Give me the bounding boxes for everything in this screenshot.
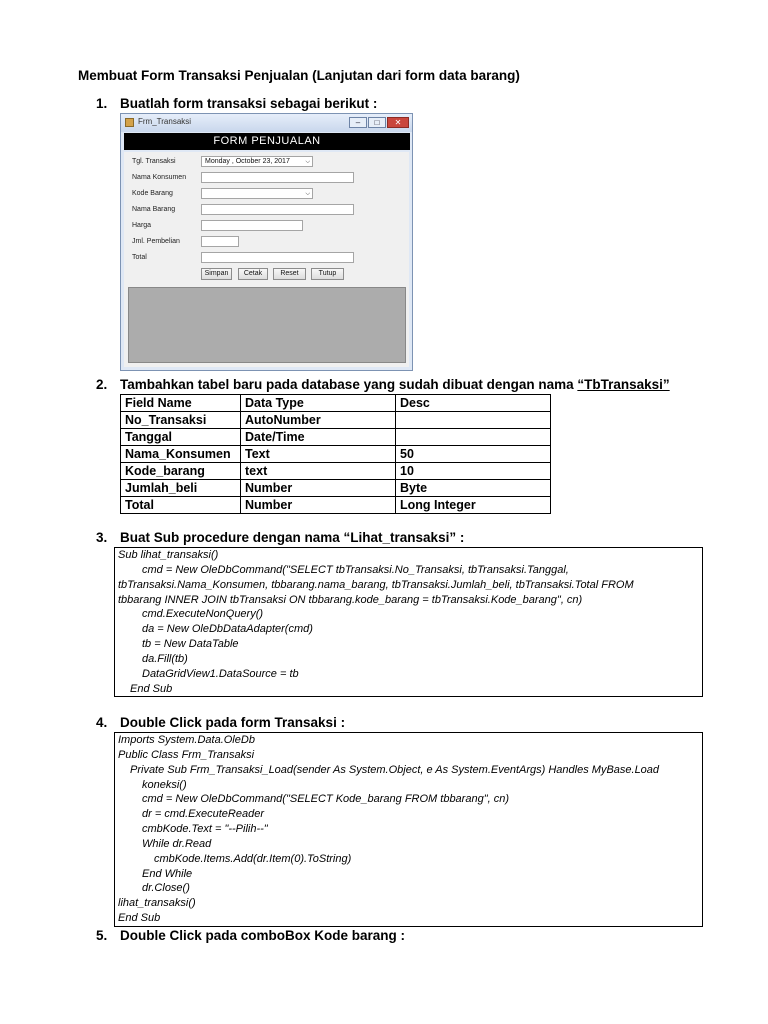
- code-block-lihat-transaksi: [114, 547, 703, 697]
- table-cell: Nama_Konsumen: [121, 446, 241, 463]
- table-cell: text: [241, 463, 396, 480]
- code-line: Private Sub Frm_Transaksi_Load(sender As System.Object, e As System.EventArgs) Handles MyBase.Load: [130, 763, 660, 776]
- code-line: tb = New DataTable: [142, 638, 239, 651]
- window-title: Frm_Transaksi: [138, 117, 192, 126]
- label-harga: Harga: [132, 222, 152, 229]
- code-line: tbTransaksi.Nama_Konsumen, tbbarang.nama_barang, tbTransaksi.Jumlah_beli, tbTransaksi.Total FROM: [118, 578, 634, 591]
- table-cell: Number: [241, 480, 396, 497]
- code-line: cmd.ExecuteNonQuery(): [142, 608, 264, 621]
- code-block-form-load: [114, 732, 703, 927]
- code-line: cmd = New OleDbCommand("SELECT Kode_barang FROM tbbarang", cn): [142, 793, 509, 806]
- table-row: [121, 463, 551, 480]
- cetak-button[interactable]: Cetak: [238, 268, 268, 280]
- window-body: [124, 152, 409, 367]
- form-banner: FORM PENJUALAN: [124, 133, 410, 150]
- table-cell: Jumlah_beli: [121, 480, 241, 497]
- data-grid-view[interactable]: [128, 287, 406, 363]
- code-line: Sub lihat_transaksi(): [118, 549, 219, 561]
- label-tgl-transaksi: Tgl. Transaksi: [132, 158, 176, 165]
- field-table: [120, 394, 551, 514]
- table-cell: Kode_barang: [121, 463, 241, 480]
- label-nama-konsumen: Nama Konsumen: [132, 174, 187, 181]
- table-header-row: [121, 395, 551, 412]
- harga-input[interactable]: [201, 220, 303, 231]
- table-row: [121, 412, 551, 429]
- app-icon: [125, 118, 134, 127]
- date-picker[interactable]: [201, 156, 313, 167]
- code-line: End Sub: [130, 682, 173, 695]
- code-line: Public Class Frm_Transaksi: [118, 748, 255, 761]
- label-nama-barang: Nama Barang: [132, 206, 176, 213]
- total-input[interactable]: [201, 252, 354, 263]
- table-cell: Number: [241, 497, 396, 514]
- reset-button[interactable]: Reset: [273, 268, 306, 280]
- table-cell: No_Transaksi: [121, 412, 241, 429]
- form-window-screenshot: [120, 113, 413, 371]
- step-5: 5. Double Click pada comboBox Kode barang :: [96, 928, 406, 943]
- table-cell: AutoNumber: [241, 412, 396, 429]
- tutup-button[interactable]: Tutup: [311, 268, 344, 280]
- code-line: End Sub: [118, 912, 161, 925]
- code-line: cmbKode.Items.Add(dr.Item(0).ToString): [154, 852, 352, 865]
- chevron-down-icon: ⌵: [305, 159, 310, 165]
- code-line: da = New OleDbDataAdapter(cmd): [142, 623, 313, 636]
- minimize-button[interactable]: –: [349, 117, 367, 128]
- kode-barang-combobox[interactable]: [201, 188, 313, 199]
- simpan-button[interactable]: Simpan: [201, 268, 232, 280]
- code-line: da.Fill(tb): [142, 652, 188, 665]
- maximize-button[interactable]: □: [368, 117, 386, 128]
- code-line: cmbKode.Text = "--Pilih--": [142, 823, 268, 836]
- code-line: Imports System.Data.OleDb: [118, 734, 255, 746]
- table-cell: Long Integer: [396, 497, 551, 514]
- table-row: [121, 497, 551, 514]
- code-line: dr.Close(): [142, 882, 190, 895]
- document-title: Membuat Form Transaksi Penjualan (Lanjutan dari form data barang): [78, 68, 520, 83]
- step-2: 2. Tambahkan tabel baru pada database yang sudah dibuat dengan nama “TbTransaksi”: [96, 377, 670, 392]
- table-row: [121, 480, 551, 497]
- nama-barang-input[interactable]: [201, 204, 354, 215]
- window-titlebar: [121, 114, 412, 132]
- table-row: [121, 446, 551, 463]
- table-header: Data Type: [241, 395, 396, 412]
- label-kode-barang: Kode Barang: [132, 190, 173, 197]
- code-line: tbbarang INNER JOIN tbTransaksi ON tbbarang.kode_barang = tbTransaksi.Kode_barang", cn): [118, 593, 583, 606]
- code-line: cmd = New OleDbCommand("SELECT tbTransaksi.No_Transaksi, tbTransaksi.Tanggal,: [142, 563, 569, 576]
- code-line: lihat_transaksi(): [118, 897, 196, 910]
- step-1: 1. Buatlah form transaksi sebagai berikut :: [96, 96, 378, 111]
- table-cell: Date/Time: [241, 429, 396, 446]
- table-row: [121, 429, 551, 446]
- label-jml-pembelian: Jml. Pembelian: [132, 238, 180, 245]
- step-3: 3. Buat Sub procedure dengan nama “Lihat_transaksi” :: [96, 530, 465, 545]
- code-line: End While: [142, 867, 193, 880]
- table-header: Desc: [396, 395, 551, 412]
- table-cell: Tanggal: [121, 429, 241, 446]
- code-line: DataGridView1.DataSource = tb: [142, 667, 299, 680]
- table-cell: 10: [396, 463, 551, 480]
- chevron-down-icon: ⌵: [305, 191, 310, 197]
- table-header: Field Name: [121, 395, 241, 412]
- nama-konsumen-input[interactable]: [201, 172, 354, 183]
- code-line: koneksi(): [142, 778, 187, 791]
- date-value: Monday , October 23, 2017: [205, 158, 290, 165]
- code-line: While dr.Read: [142, 837, 212, 850]
- table-cell: Total: [121, 497, 241, 514]
- table-cell: [396, 429, 551, 446]
- table-cell: Byte: [396, 480, 551, 497]
- jml-pembelian-input[interactable]: [201, 236, 239, 247]
- table-cell: [396, 412, 551, 429]
- step-4: 4. Double Click pada form Transaksi :: [96, 715, 346, 730]
- table-cell: 50: [396, 446, 551, 463]
- close-button[interactable]: ✕: [387, 117, 409, 128]
- table-cell: Text: [241, 446, 396, 463]
- code-line: dr = cmd.ExecuteReader: [142, 808, 264, 821]
- label-total: Total: [132, 254, 147, 261]
